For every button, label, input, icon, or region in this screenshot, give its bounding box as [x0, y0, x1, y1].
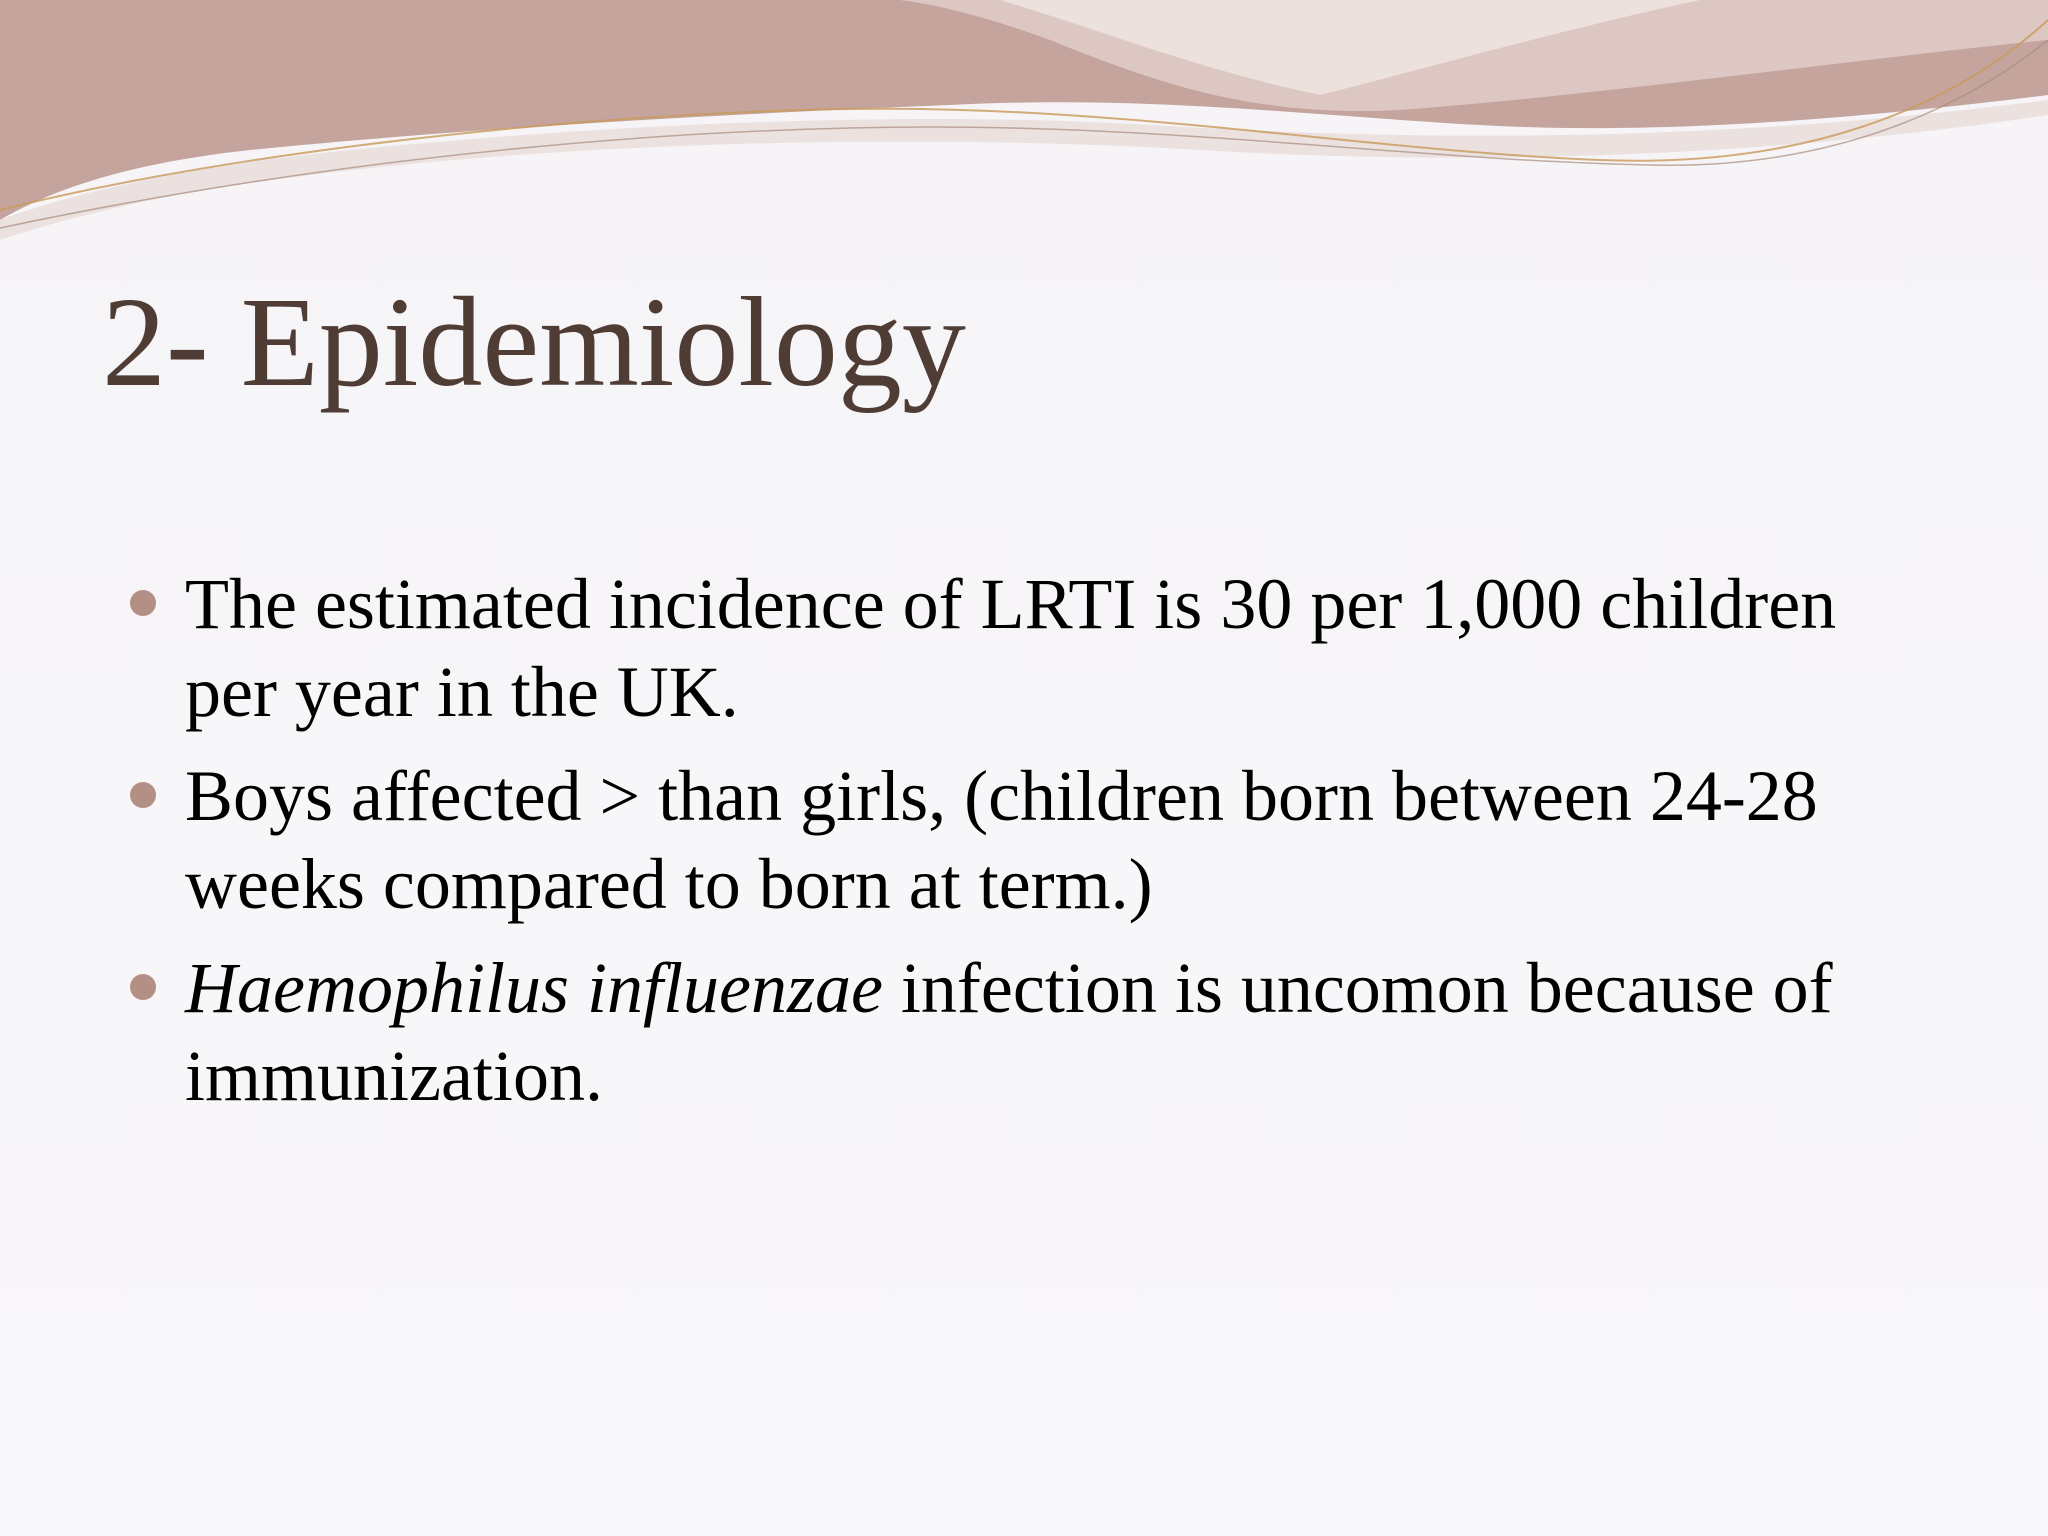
bullet-dot-icon: [130, 590, 156, 616]
bullet-item-boys-girls: [130, 752, 1930, 928]
slide-title: 2- Epidemiology: [102, 271, 966, 413]
header-wave-decoration: [0, 0, 2048, 260]
bullet-text: infection is uncomon because of immunization.: [185, 948, 1833, 1116]
bullet-dot-icon: [130, 974, 156, 1000]
bullet-item-incidence: [130, 560, 1930, 736]
bullet-item-haemophilus: [130, 944, 1930, 1120]
bullet-text: The estimated incidence of LRTI is 30 per 1,000 children per year in the UK.: [185, 564, 1837, 732]
bullet-text: Boys affected > than girls, (children born between 24-28 weeks compared to born at term.): [185, 756, 1818, 924]
bullet-italic-term: Haemophilus influenzae: [185, 948, 883, 1028]
bullet-list: [130, 560, 1930, 1136]
bullet-dot-icon: [130, 782, 156, 808]
